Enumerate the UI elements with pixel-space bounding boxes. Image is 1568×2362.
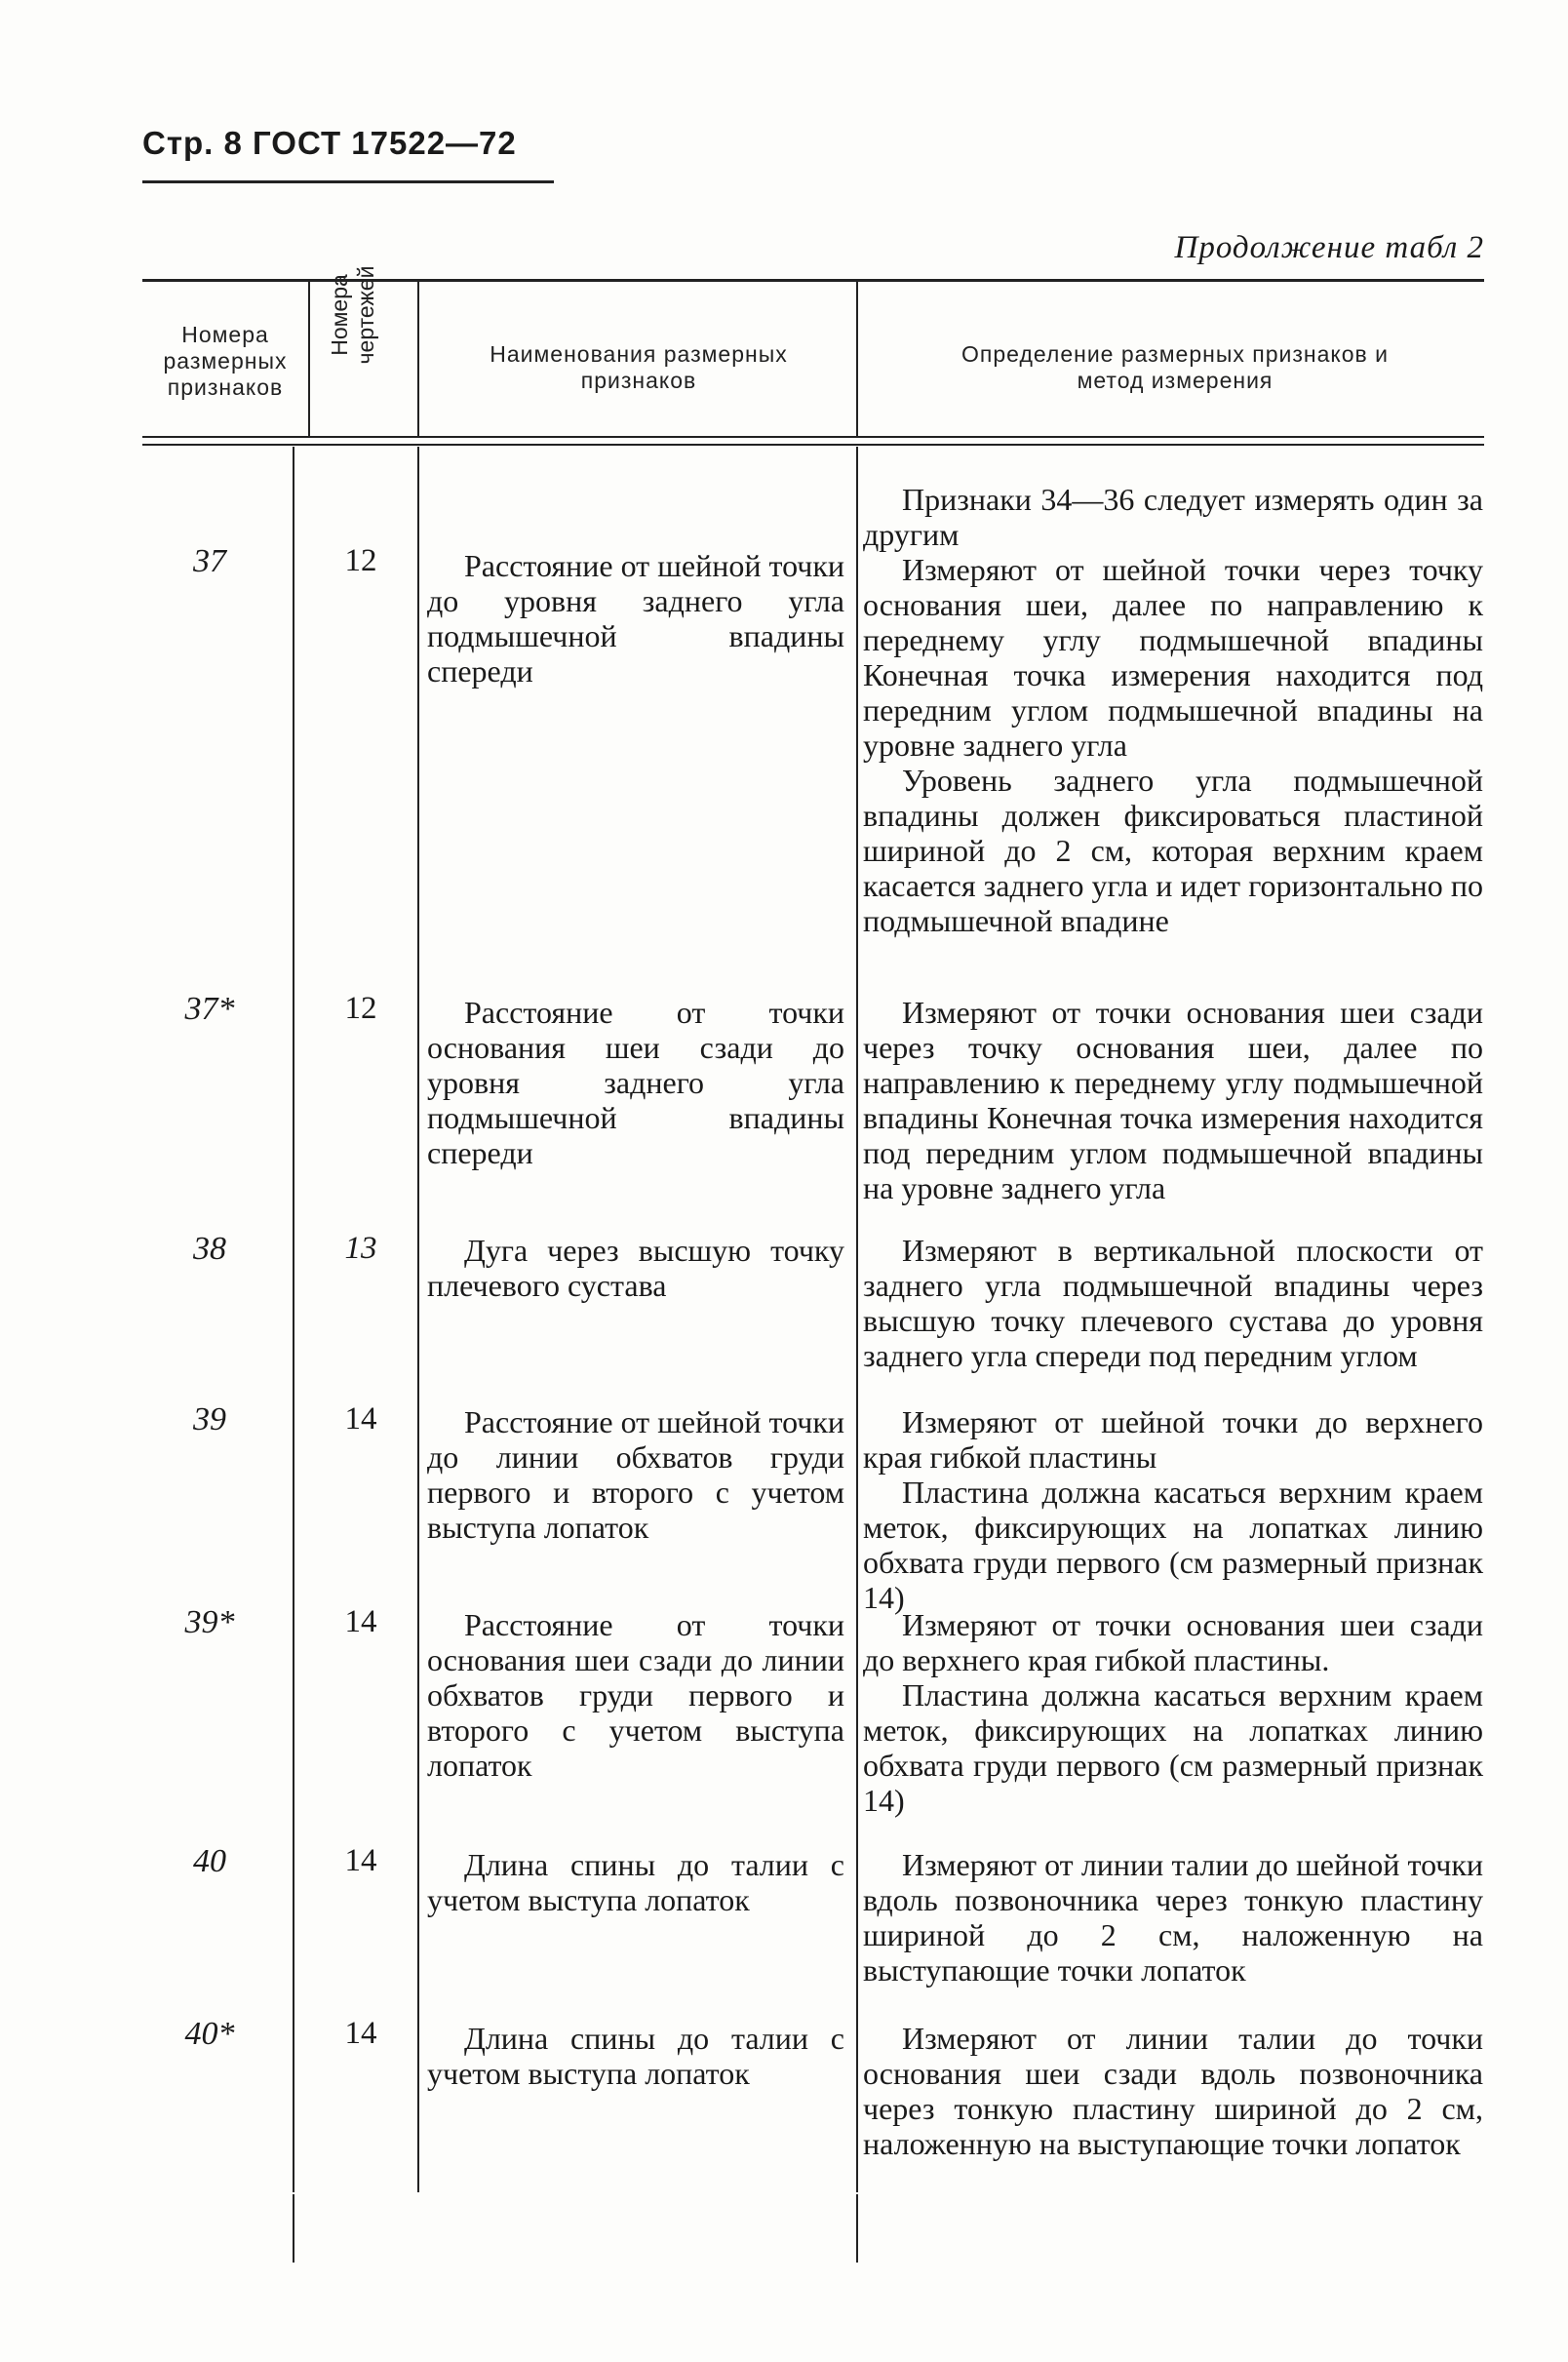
row-definition: Измеряют от линии талии до шейной точки вдоль позвоночника через тонкую пластину шириной до 2 см, наложенную на выступающие точки лопаток: [863, 1847, 1483, 1988]
row-number: 37*: [184, 991, 235, 1027]
row-drawing: 14: [344, 2016, 377, 2051]
row-number: 39*: [184, 1604, 235, 1640]
page-header: Стр. 8 ГОСТ 17522—72: [142, 125, 517, 161]
row-definition: Измеряют от точки основания шеи сзади через точку основания шеи, далее по направлению к переднему углу подмышечной впадины Конечная точка измерения находится под передним углом подмышечной впадины на уровне заднего угла: [863, 995, 1483, 1205]
row-definition: Измеряют от шейной точки до верхнего края гибкой пластины Пластина должна касаться верхним краем меток, фиксирующих на лопатках линию обхвата груди первого (см размерный признак 14): [863, 1404, 1483, 1615]
header-rule: [142, 180, 554, 183]
row-drawing: 12: [344, 991, 377, 1026]
row-name: Длина спины до талии с учетом выступа лопаток: [427, 2021, 844, 2091]
column-divider: [308, 281, 310, 437]
column-divider: [417, 281, 419, 437]
column-header-name: Наименования размерных признаков: [490, 341, 788, 393]
column-header-number: Номера размерных признаков: [163, 322, 288, 400]
row-drawing: 12: [344, 543, 377, 578]
column-divider: [293, 447, 294, 2192]
table-header-rule-double: [142, 444, 1484, 446]
row-name: Дуга через высшую точку плечевого сустава: [427, 1233, 844, 1303]
row-number: 38: [193, 1231, 226, 1267]
row-drawing: 13: [344, 1231, 377, 1266]
row-definition: Измеряют от линии талии до точки основания шеи сзади вдоль позвоночника через тонкую пластину шириной до 2 см, наложенную на выступающие точки лопаток: [863, 2021, 1483, 2161]
column-divider: [856, 447, 858, 2192]
row-name: Расстояние от шейной точки до уровня заднего угла подмышечной впадины спереди: [427, 548, 844, 689]
row-number: 37: [193, 543, 226, 579]
column-header-definition: Определение размерных признаков и метод измерения: [961, 341, 1389, 393]
row-definition: Измеряют от шейной точки через точку основания шеи, далее по направлению к переднему углу подмышечной впадины Конечная точка измерения находится под передним углом подмышечной впадины на уровне заднего угла Уровень заднего угла подмышечной впадины должен фиксироваться пластиной шириной до 2 см, которая верхним краем касается заднего угла и идет горизонтально по подмышечной впадине: [863, 552, 1483, 938]
row-drawing: 14: [344, 1604, 377, 1639]
row-drawing: 14: [344, 1843, 377, 1878]
row-definition: Измеряют от точки основания шеи сзади до верхнего края гибкой пластины. Пластина должна касаться верхним краем меток, фиксирующих на лопатках линию обхвата груди первого (см размерный признак 14): [863, 1607, 1483, 1818]
row-name: Расстояние от шейной точки до линии обхватов груди первого и второго с учетом выступа лопаток: [427, 1404, 844, 1545]
row-name: Расстояние от точки основания шеи сзади до линии обхватов груди первого и второго с учетом выступа лопаток: [427, 1607, 844, 1783]
row-name: Длина спины до талии с учетом выступа лопаток: [427, 1847, 844, 1917]
row-number: 39: [193, 1401, 226, 1437]
row-number: 40*: [184, 2016, 235, 2052]
intro-note: Признаки 34—36 следует измерять один за другим: [863, 482, 1483, 552]
row-number: 40: [193, 1843, 226, 1879]
column-divider: [417, 447, 419, 2192]
row-name: Расстояние от точки основания шеи сзади до уровня заднего угла подмышечной впадины спереди: [427, 995, 844, 1170]
row-drawing: 14: [344, 1401, 377, 1437]
column-divider: [856, 2194, 858, 2263]
table-continuation-label: Продолжение табл 2: [1174, 230, 1484, 265]
row-definition: Измеряют в вертикальной плоскости от заднего угла подмышечной впадины через высшую точку плечевого сустава до уровня заднего угла спереди под передним углом: [863, 1233, 1483, 1373]
column-divider: [856, 281, 858, 437]
column-divider: [293, 2194, 294, 2263]
table-header-rule: [142, 436, 1484, 438]
column-header-drawing: Номера чертежей: [327, 265, 378, 365]
